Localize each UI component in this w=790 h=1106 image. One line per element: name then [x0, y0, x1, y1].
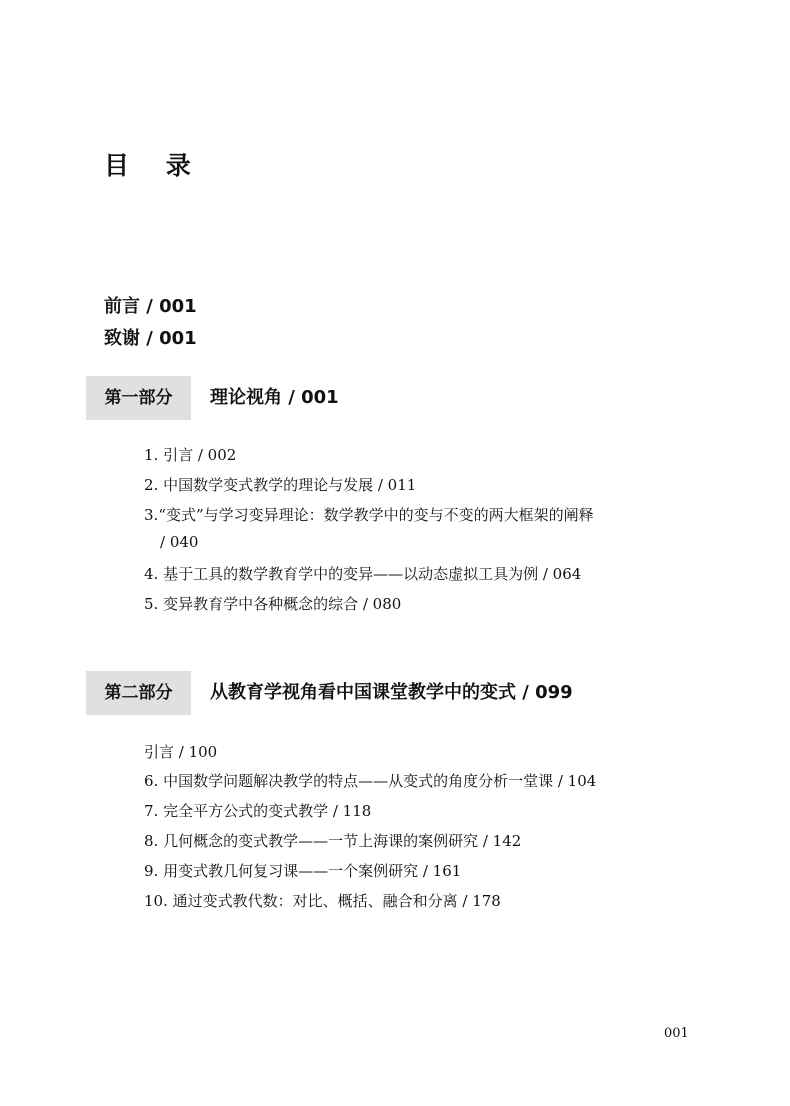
- toc-entry-continuation[interactable]: / 040: [160, 533, 199, 551]
- front-matter-acknowledgements[interactable]: 致谢 / 001: [104, 328, 197, 349]
- part-one-label: 第一部分: [86, 376, 191, 420]
- page-number: 001: [664, 1026, 689, 1041]
- part-two-label: 第二部分: [86, 671, 191, 715]
- toc-entry[interactable]: 3.“变式”与学习变异理论：数学教学中的变与不变的两大框架的阐释: [144, 506, 594, 524]
- toc-entry[interactable]: 1. 引言 / 002: [144, 446, 237, 464]
- toc-entry[interactable]: 4. 基于工具的数学教育学中的变异——以动态虚拟工具为例 / 064: [144, 565, 582, 583]
- part-one-title[interactable]: 理论视角 / 001: [210, 387, 339, 408]
- toc-entry[interactable]: 10. 通过变式教代数：对比、概括、融合和分离 / 178: [144, 892, 501, 910]
- toc-entry[interactable]: 8. 几何概念的变式教学——一节上海课的案例研究 / 142: [144, 832, 522, 850]
- toc-entry[interactable]: 2. 中国数学变式教学的理论与发展 / 011: [144, 476, 417, 494]
- part-two-title[interactable]: 从教育学视角看中国课堂教学中的变式 / 099: [210, 682, 573, 703]
- part-one-header: [86, 376, 706, 420]
- toc-entry[interactable]: 引言 / 100: [144, 743, 218, 761]
- front-matter-preface[interactable]: 前言 / 001: [104, 296, 197, 317]
- toc-title: 目 录: [104, 151, 205, 180]
- toc-entry[interactable]: 9. 用变式教几何复习课——一个案例研究 / 161: [144, 862, 462, 880]
- toc-entry[interactable]: 5. 变异教育学中各种概念的综合 / 080: [144, 595, 402, 613]
- part-two-header: [86, 671, 706, 715]
- toc-entry[interactable]: 7. 完全平方公式的变式教学 / 118: [144, 802, 372, 820]
- toc-entry[interactable]: 6. 中国数学问题解决教学的特点——从变式的角度分析一堂课 / 104: [144, 772, 597, 790]
